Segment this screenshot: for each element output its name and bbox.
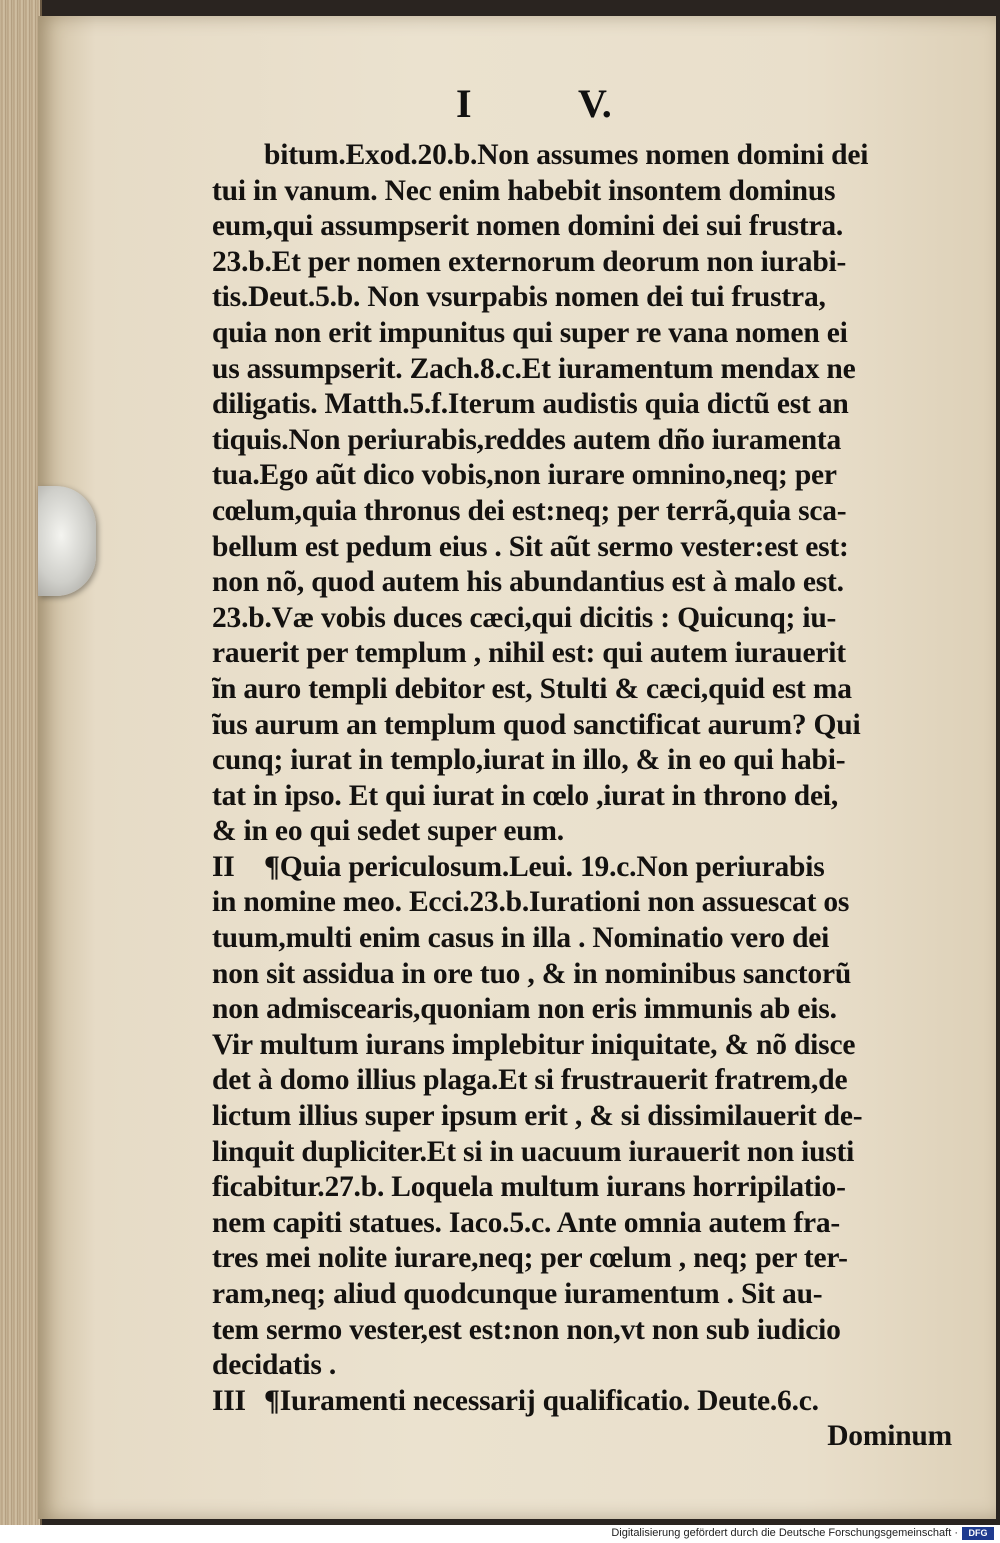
line-text: non sit assidua in ore tuo , & in nominibus sanctorũ	[212, 957, 852, 990]
text-line	[212, 565, 952, 601]
line-text: ĩus aurum an templum quod sanctificat aurum? Qui	[212, 708, 861, 741]
text-line	[212, 209, 952, 245]
line-text: ram,neq; aliud quodcunque iuramentum . Sit au-	[212, 1278, 823, 1310]
text-line	[212, 957, 952, 993]
line-text: det à domo illius plaga.Et si frustrauerit fratrem,de	[212, 1064, 848, 1097]
text-line	[212, 245, 952, 281]
text-line	[212, 316, 952, 352]
line-text: bellum est pedum eius . Sit aũt sermo vester:est est:	[212, 530, 849, 563]
text-line	[212, 672, 952, 708]
text-line	[212, 1028, 952, 1064]
text-line	[212, 1206, 952, 1242]
text-line	[212, 1170, 952, 1206]
line-text: rauerit per templum , nihil est: qui autem iurauerit	[212, 637, 846, 670]
text-line	[212, 601, 952, 637]
line-text: ¶Iuramenti necessarij qualificatio. Deute.6.c.	[264, 1384, 819, 1417]
line-text: tuum,multi enim casus in illa . Nominatio vero dei	[212, 922, 830, 955]
text-line	[212, 530, 952, 566]
text-line	[212, 423, 952, 459]
section-number: III	[212, 1384, 246, 1417]
text-line	[212, 779, 952, 815]
text-line	[212, 280, 952, 316]
line-text: ĩn auro templi debitor est, Stulti & cæci,quid est ma	[212, 672, 852, 705]
digitization-footer	[0, 1525, 1000, 1543]
line-text: Vir multum iurans implebitur iniquitate, & nõ disce	[212, 1028, 856, 1061]
text-line	[212, 1313, 952, 1349]
text-line	[212, 174, 952, 210]
line-text: tres mei nolite iurare,neq; per cœlum , neq; per ter-	[212, 1242, 848, 1275]
text-line	[212, 138, 952, 174]
section-number: II	[212, 850, 235, 883]
line-text: quia non erit impunitus qui super re vana nomen ei	[212, 316, 848, 349]
line-text: eum,qui assumpserit nomen domini dei sui frustra.	[212, 210, 844, 243]
running-header	[0, 80, 1000, 130]
text-line	[212, 387, 952, 423]
line-text: tua.Ego aũt dico vobis,non iurare omnino,neq; per	[212, 459, 837, 492]
line-text: us assumpserit. Zach.8.c.Et iuramentum mendax ne	[212, 352, 856, 385]
line-text: non nõ, quod autem his abundantius est à malo est.	[212, 566, 844, 599]
text-line	[212, 1099, 952, 1135]
text-line	[212, 850, 952, 886]
text-line	[212, 458, 952, 494]
line-text: bitum.Exod.20.b.Non assumes nomen domini dei	[264, 139, 869, 171]
text-line	[212, 1135, 952, 1171]
line-text: in nomine meo. Ecci.23.b.Iurationi non assuescat os	[212, 886, 850, 919]
line-text: tiquis.Non periurabis,reddes autem dño iuramenta	[212, 423, 842, 456]
line-text: tem sermo vester,est est:non non,vt non sub iudicio	[212, 1313, 841, 1346]
funding-notice: Digitalisierung gefördert durch die Deutsche Forschungsgemeinschaft ·	[611, 1527, 958, 1539]
line-text: linquit dupliciter.Et si in uacuum iurauerit non iusti	[212, 1135, 855, 1168]
text-line	[212, 921, 952, 957]
line-text: lictum illius super ipsum erit , & si dissimilauerit de-	[212, 1100, 863, 1133]
text-line	[212, 708, 952, 744]
line-text: tis.Deut.5.b. Non vsurpabis nomen dei tui frustra,	[212, 281, 826, 314]
line-text: non admiscearis,quoniam non eris immunis ab eis.	[212, 993, 837, 1026]
line-text: nem capiti statues. Iaco.5.c. Ante omnia autem fra-	[212, 1206, 841, 1239]
text-line	[212, 636, 952, 672]
text-line	[212, 1063, 952, 1099]
line-text: & in eo qui sedet super eum.	[212, 815, 564, 848]
text-line	[212, 1241, 952, 1277]
line-text: decidatis .	[212, 1349, 336, 1382]
line-text: cœlum,quia thronus dei est:neq; per terrã,quia sca-	[212, 494, 847, 527]
text-line	[212, 885, 952, 921]
line-text: diligatis. Matth.5.f.Iterum audistis quia dictũ est an	[212, 388, 849, 421]
line-text: tat in ipso. Et qui iurat in cœlo ,iurat in throno dei,	[212, 779, 839, 812]
body-text	[212, 138, 952, 1455]
line-text: tui in vanum. Nec enim habebit insontem dominus	[212, 174, 836, 207]
text-line	[212, 992, 952, 1028]
text-line	[212, 352, 952, 388]
line-text: 23.b.Et per nomen externorum deorum non iurabi-	[212, 245, 847, 278]
glass-page-weight	[38, 486, 96, 596]
catchword: Dominum	[827, 1420, 952, 1453]
text-line	[212, 814, 952, 850]
line-text: 23.b.Væ vobis duces cæci,qui dicitis : Quicunq; iu-	[212, 601, 837, 634]
line-text: cunq; iurat in templo,iurat in illo, & in eo qui habi-	[212, 744, 846, 777]
signature-mark: I	[456, 81, 472, 126]
text-line	[212, 743, 952, 779]
text-line	[212, 1277, 952, 1313]
text-line	[212, 494, 952, 530]
line-text: ficabitur.27.b. Loquela multum iurans horripilatio-	[212, 1171, 846, 1204]
line-text: ¶Quia periculosum.Leui. 19.c.Non periurabis	[264, 850, 825, 883]
dfg-logo-icon: DFG	[962, 1527, 994, 1540]
text-line	[212, 1384, 952, 1420]
signature-mark-right: V.	[578, 81, 612, 126]
page-edges	[0, 0, 42, 1525]
text-line	[212, 1348, 952, 1384]
